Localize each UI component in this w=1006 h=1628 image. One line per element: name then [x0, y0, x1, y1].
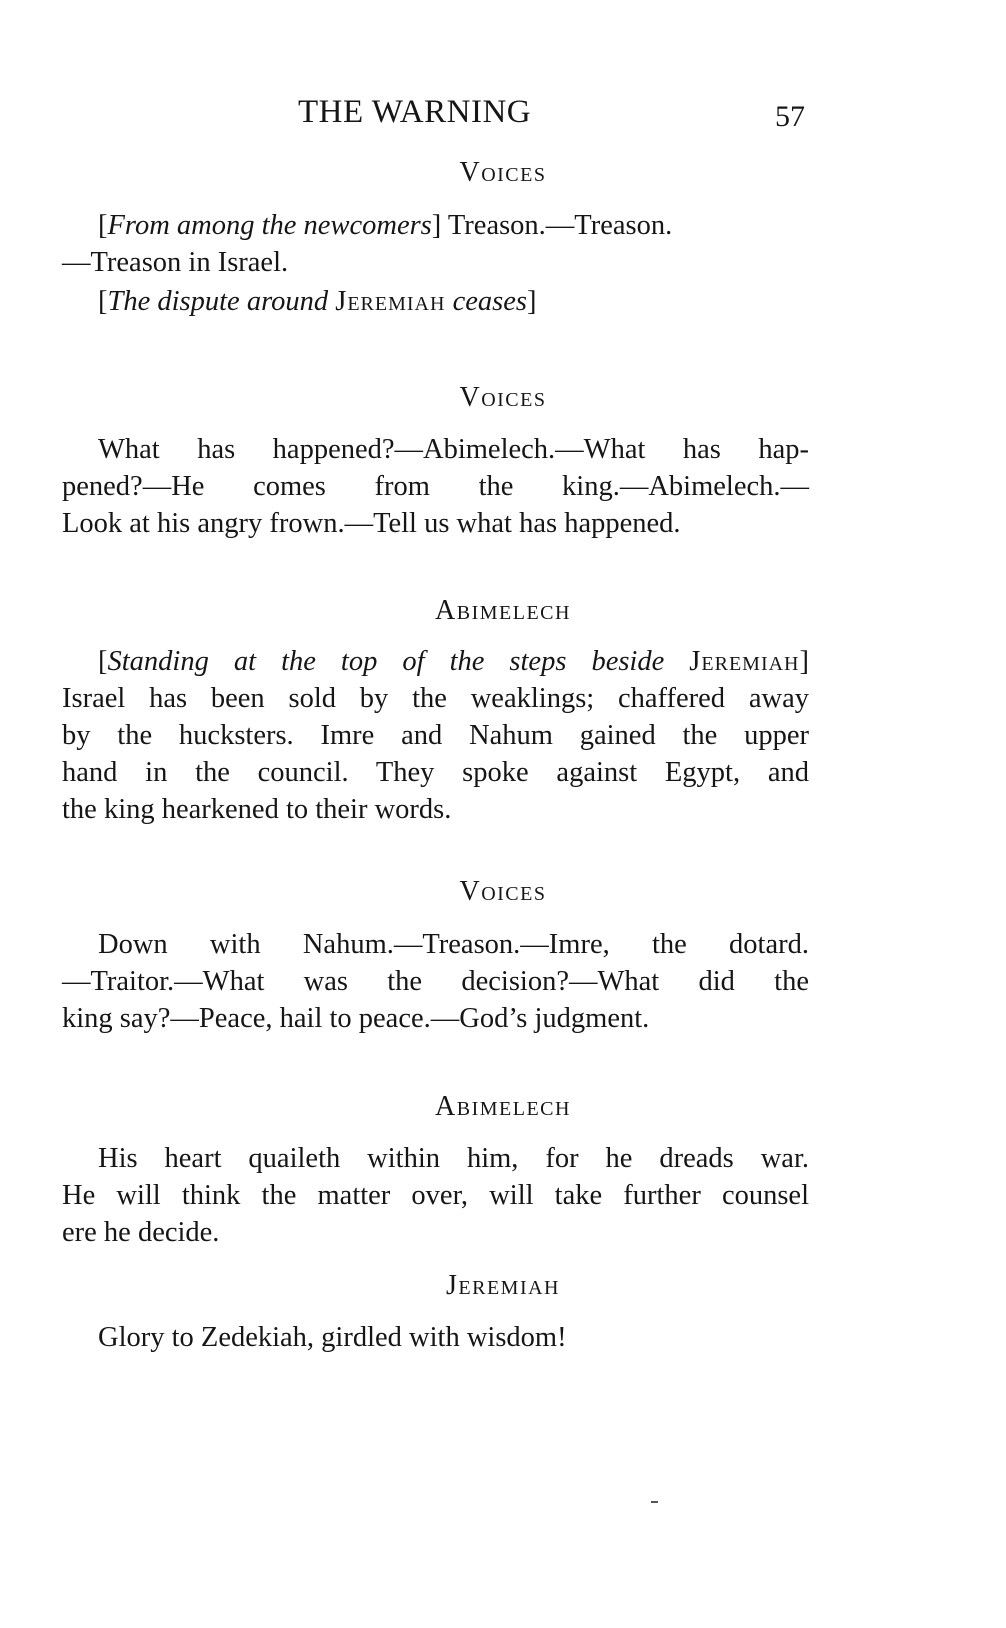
text-line: He will think the matter over, will take further counsel — [62, 1180, 809, 1211]
speech-block — [62, 1140, 809, 1251]
print-speck — [651, 1501, 658, 1503]
text-line: Down with Nahum.—Treason.—Imre, the dotard. — [98, 929, 809, 960]
speaker-name: Voices — [459, 876, 547, 907]
bracket: [ — [98, 646, 108, 677]
text-line: Look at his angry frown.—Tell us what has happened. — [62, 508, 681, 539]
speaker-name: Abimelech — [435, 1091, 571, 1122]
text-line: the king hearkened to their words. — [62, 794, 452, 825]
stage-direction: Standing at the top of the steps beside — [107, 646, 665, 677]
page-header — [0, 94, 1006, 144]
speaker-name: Abimelech — [435, 595, 571, 626]
character-name: Jeremiah — [689, 646, 800, 677]
bracket: ] — [431, 210, 442, 241]
page-number: 57 — [775, 100, 805, 133]
text-line: hand in the council. They spoke against Egypt, and — [62, 757, 809, 788]
speaker-name: Jeremiah — [446, 1270, 560, 1301]
text-line: king say?—Peace, hail to peace.—God’s judgment. — [62, 1003, 650, 1034]
stage-direction: The dispute around — [107, 286, 329, 317]
text-line: —Traitor.—What was the decision?—What did the — [62, 966, 809, 997]
speech-block — [62, 1319, 809, 1356]
text-line: —Treason in Israel. — [62, 247, 289, 278]
speech-block — [62, 431, 809, 542]
text-line — [62, 207, 809, 244]
text-line: What has happened?—Abimelech.—What has hap- — [98, 434, 809, 465]
bracket: [ — [98, 210, 108, 241]
speech-block — [62, 643, 809, 828]
stage-direction-line — [62, 283, 809, 320]
speaker-name: Voices — [459, 382, 547, 413]
bracket: [ — [98, 286, 108, 317]
text-line: Israel has been sold by the weaklings; chaffered away — [62, 683, 809, 714]
stage-direction-line — [62, 643, 809, 680]
speaker-name: Voices — [459, 157, 547, 188]
stage-direction: From among the newcomers — [107, 210, 432, 241]
bracket: ] — [526, 286, 537, 317]
speech-block — [62, 926, 809, 1037]
text-line: pened?—He comes from the king.—Abimelech.— — [62, 471, 809, 502]
text-line: Glory to Zedekiah, girdled with wisdom! — [98, 1322, 567, 1353]
running-title: THE WARNING — [298, 94, 532, 130]
character-name: Jeremiah — [335, 286, 446, 317]
speech-block — [62, 207, 809, 320]
text-line: His heart quaileth within him, for he dreads war. — [98, 1143, 809, 1174]
text-line: ere he decide. — [62, 1217, 220, 1248]
speech-text: Treason.—Treason. — [441, 210, 673, 241]
text-line: by the hucksters. Imre and Nahum gained the upper — [62, 720, 809, 751]
stage-direction: ceases — [452, 286, 527, 317]
bracket: ] — [799, 646, 809, 677]
